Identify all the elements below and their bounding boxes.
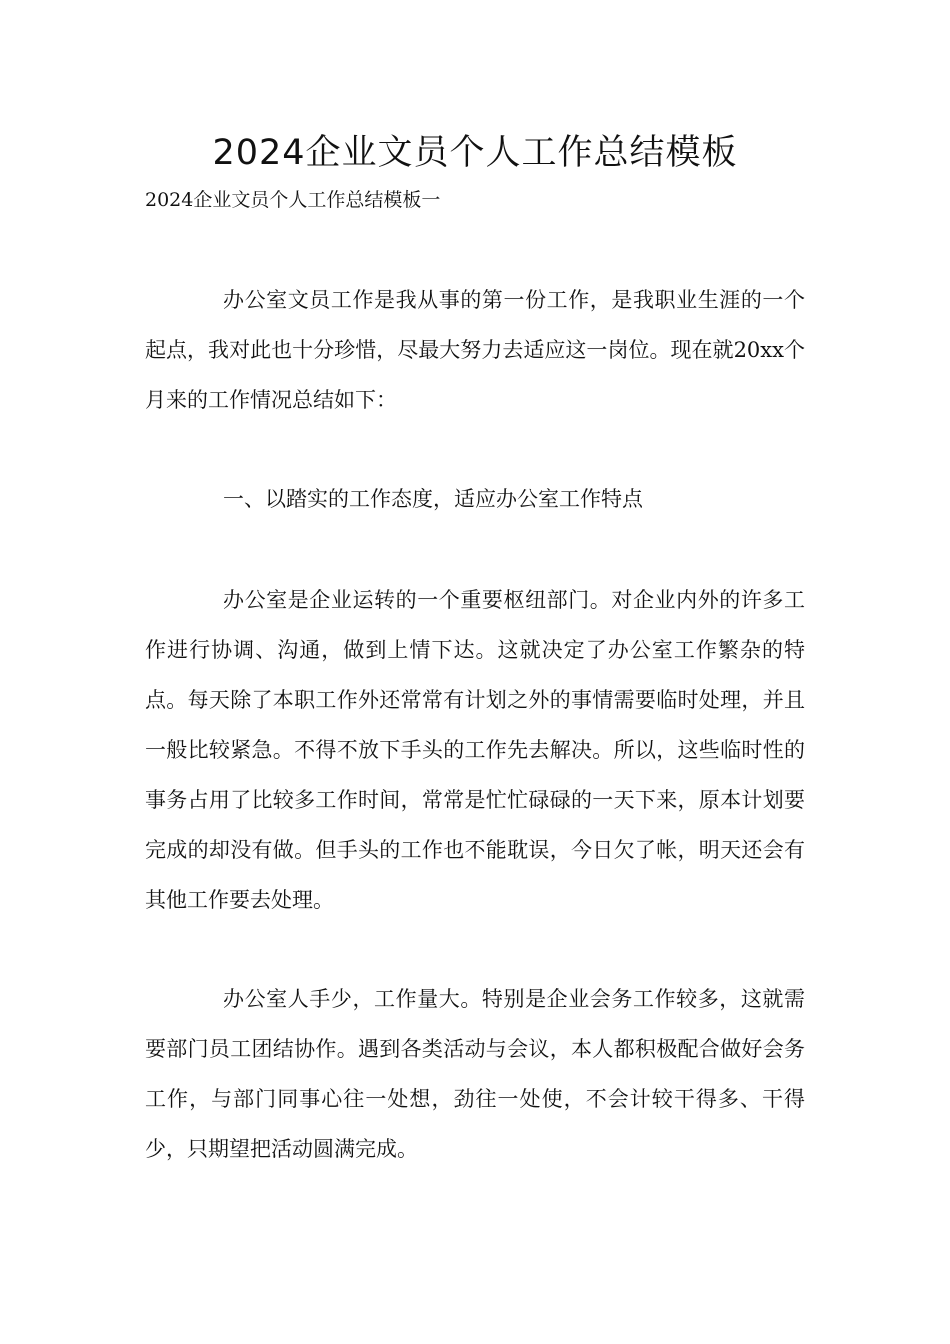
document-title: 2024企业文员个人工作总结模板 <box>212 133 738 173</box>
paragraph-office-role: 办公室是企业运转的一个重要枢纽部门。对企业内外的许多工作进行协调、沟通，做到上情下达。这就决定了办公室工作繁杂的特点。每天除了本职工作外还常常有计划之外的事情需要临时处理，并且一般比较紧急。不得不放下手头的工作先去解决。所以，这些临时性的事务占用了比较多工作时间，常常是忙忙碌碌的一天下来，原本计划要完成的却没有做。但手头的工作也不能耽误，今日欠了帐，明天还会有其他工作要去处理。 <box>145 588 805 912</box>
paragraph-teamwork: 办公室人手少，工作量大。特别是企业会务工作较多，这就需要部门员工团结协作。遇到各类活动与会议，本人都积极配合做好会务工作，与部门同事心往一处想，劲往一处使，不会计较干得多、干得少，只期望把活动圆满完成。 <box>145 987 805 1161</box>
section-heading-1: 一、以踏实的工作态度，适应办公室工作特点 <box>223 487 643 511</box>
document-subtitle: 2024企业文员个人工作总结模板一 <box>145 189 441 211</box>
paragraph-intro: 办公室文员工作是我从事的第一份工作，是我职业生涯的一个起点，我对此也十分珍惜，尽最大努力去适应这一岗位。现在就20xx个月来的工作情况总结如下： <box>145 288 805 412</box>
